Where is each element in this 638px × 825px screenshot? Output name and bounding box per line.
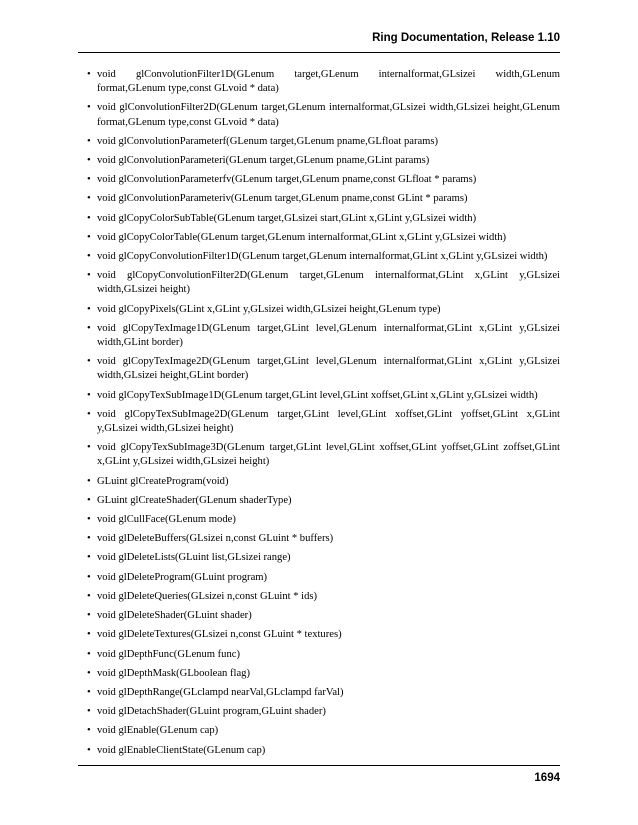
- list-item: • void glConvolutionParameterfv(GLenum target,GLenum pname,const GLfloat * params): [78, 173, 560, 187]
- list-item: • void glCopyPixels(GLint x,GLint y,GLsizei width,GLsizei height,GLenum type): [78, 303, 560, 317]
- list-item: • GLuint glCreateProgram(void): [78, 475, 560, 489]
- list-item: • void glConvolutionParameterf(GLenum target,GLenum pname,GLfloat params): [78, 135, 560, 149]
- list-item: • void glConvolutionParameteri(GLenum target,GLenum pname,GLint params): [78, 154, 560, 168]
- list-item: • void glDeleteBuffers(GLsizei n,const GLuint * buffers): [78, 532, 560, 546]
- header-divider: [78, 52, 560, 53]
- list-item: • void glCullFace(GLenum mode): [78, 513, 560, 527]
- list-item: • void glDeleteTextures(GLsizei n,const GLuint * textures): [78, 628, 560, 642]
- list-item: • void glDepthRange(GLclampd nearVal,GLclampd farVal): [78, 686, 560, 700]
- list-item: • void glCopyConvolutionFilter1D(GLenum target,GLenum internalformat,GLint x,GLint y,GLsizei width): [78, 250, 560, 264]
- list-item: • GLuint glCreateShader(GLenum shaderType): [78, 494, 560, 508]
- list-item: • void glCopyTexImage1D(GLenum target,GLint level,GLenum internalformat,GLint x,GLint y,GLsizei width,GLint border): [78, 322, 560, 350]
- list-item: • void glConvolutionFilter1D(GLenum target,GLenum internalformat,GLsizei width,GLenum format,GLenum type,const GLvoid * data): [78, 68, 560, 96]
- list-item: • void glDepthFunc(GLenum func): [78, 648, 560, 662]
- list-item: • void glCopyConvolutionFilter2D(GLenum target,GLenum internalformat,GLint x,GLint y,GLsizei width,GLsizei height): [78, 269, 560, 297]
- list-item: • void glConvolutionParameteriv(GLenum target,GLenum pname,const GLint * params): [78, 192, 560, 206]
- list-item: • void glEnableClientState(GLenum cap): [78, 744, 560, 758]
- list-item: • void glCopyColorTable(GLenum target,GLenum internalformat,GLint x,GLint y,GLsizei width): [78, 231, 560, 245]
- list-item: • void glEnable(GLenum cap): [78, 724, 560, 738]
- footer-divider: [78, 765, 560, 766]
- list-item: • void glDepthMask(GLboolean flag): [78, 667, 560, 681]
- running-header: Ring Documentation, Release 1.10: [372, 32, 560, 44]
- list-item: • void glDeleteLists(GLuint list,GLsizei range): [78, 551, 560, 565]
- list-item: • void glCopyTexImage2D(GLenum target,GLint level,GLenum internalformat,GLint x,GLint y,GLsizei width,GLsizei height,GLint border): [78, 355, 560, 383]
- list-item: • void glDeleteShader(GLuint shader): [78, 609, 560, 623]
- list-item: • void glCopyColorSubTable(GLenum target,GLsizei start,GLint x,GLint y,GLsizei width): [78, 212, 560, 226]
- function-list: [78, 68, 560, 763]
- list-item: • void glCopyTexSubImage2D(GLenum target,GLint level,GLint xoffset,GLint yoffset,GLint x,GLint y,GLsizei width,GLsizei height): [78, 408, 560, 436]
- list-item: • void glDeleteQueries(GLsizei n,const GLuint * ids): [78, 590, 560, 604]
- list-item: • void glDetachShader(GLuint program,GLuint shader): [78, 705, 560, 719]
- list-item: • void glCopyTexSubImage1D(GLenum target,GLint level,GLint xoffset,GLint x,GLint y,GLsizei width): [78, 389, 560, 403]
- list-item: • void glCopyTexSubImage3D(GLenum target,GLint level,GLint xoffset,GLint yoffset,GLint zoffset,GLint x,GLint y,GLsizei width,GLsizei height): [78, 441, 560, 469]
- list-item: • void glDeleteProgram(GLuint program): [78, 571, 560, 585]
- page-number: 1694: [534, 772, 560, 784]
- list-item: • void glConvolutionFilter2D(GLenum target,GLenum internalformat,GLsizei width,GLsizei height,GLenum format,GLenum type,const GLvoid * data): [78, 101, 560, 129]
